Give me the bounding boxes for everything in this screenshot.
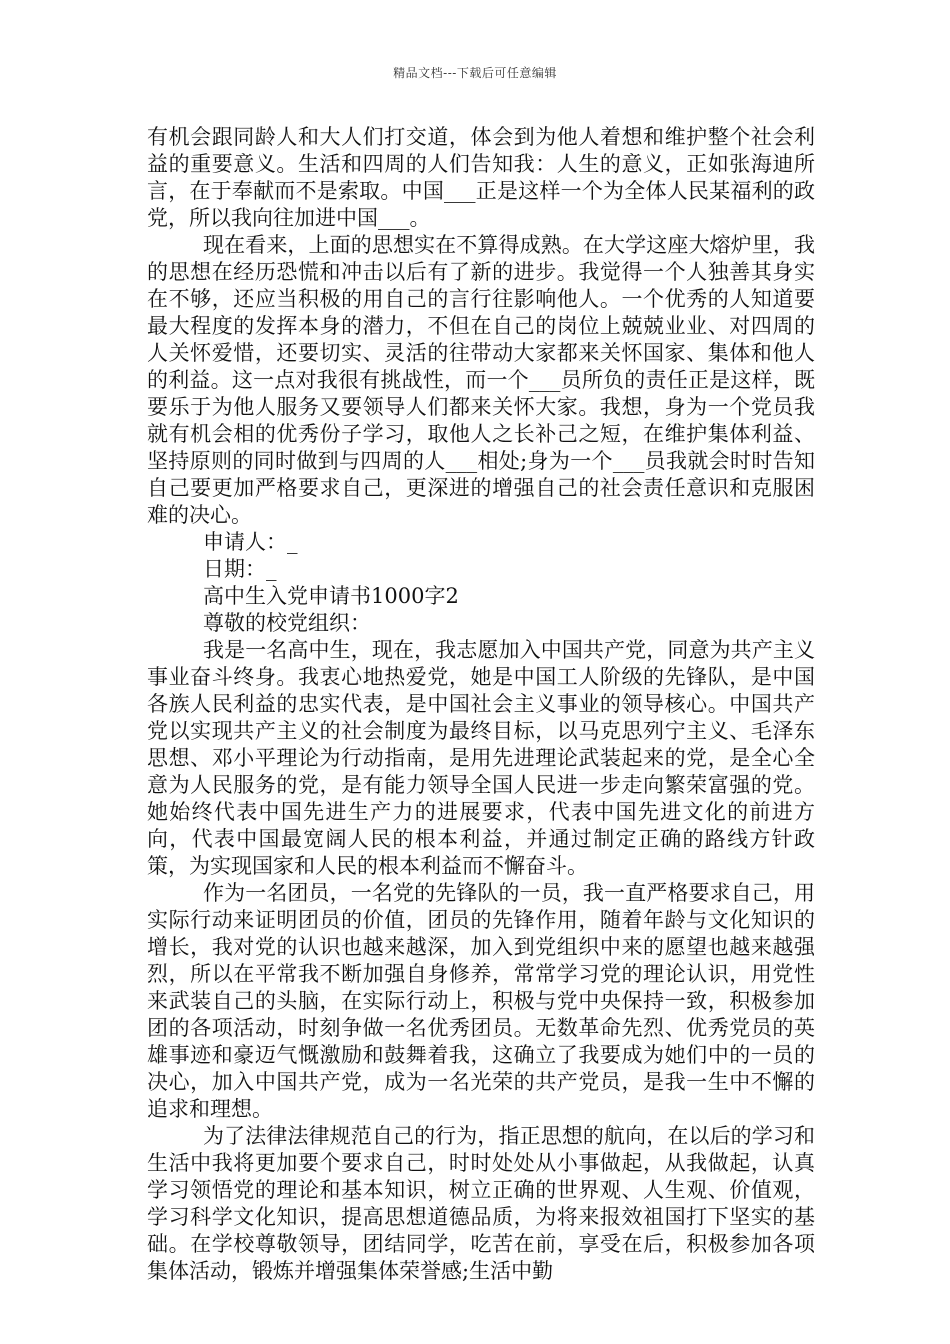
page-header: 精品文档---下载后可任意编辑 [393, 66, 557, 80]
section-title: 高中生入党申请书1000字2 [203, 584, 459, 608]
date-line: 日期：_ [203, 557, 277, 581]
document-body [147, 124, 815, 1285]
paragraph-intro: 我是一名高中生，现在，我志愿加入中国共产党，同意为共产主义事业奋斗终身。我衷心地热爱党，她是中国工人阶级的先锋队，是中国各族人民利益的忠实代表，是中国社会主义事业的领导核心。中国共产党以实现共产主义的社会制度为最终目标，以马克思列宁主义、毛泽东思想、邓小平理论为行动指南，是用先进理论武装起来的党，是全心全意为人民服务的党，是有能力领导全国人民进一步走向繁荣富强的党。她始终代表中国先进生产力的进展要求，代表中国先进文化的前进方向，代表中国最宽阔人民的根本利益，并通过制定正确的路线方针政策，为实现国家和人民的根本利益而不懈奋斗。 [147, 638, 815, 878]
paragraph-continuation: 有机会跟同龄人和大人们打交道，体会到为他人着想和维护整个社会利益的重要意义。生活和四周的人们告知我：人生的意义，正如张海迪所言，在于奉献而不是索取。中国___正是这样一个为全体人民某福利的政党，所以我向往加进中国___。 [147, 125, 815, 230]
salutation: 尊敬的校党组织： [203, 611, 371, 635]
paragraph-league-member: 作为一名团员，一名党的先锋队的一员，我一直严格要求自己，用实际行动来证明团员的价值，团员的先锋作用，随着年龄与文化知识的增长，我对党的认识也越来越深，加入到党组织中来的愿望也越来越强烈，所以在平常我不断加强自身修养，常常学习党的理论认识，用党性来武装自己的头脑，在实际行动上，积极与党中央保持一致，积极参加团的各项活动，时刻争做一名优秀团员。无数革命先烈、优秀党员的英雄事迹和豪迈气慨激励和鼓舞着我，这确立了我要成为她们中的一员的决心，加入中国共产党，成为一名光荣的共产党员，是我一生中不懈的追求和理想。 [147, 881, 815, 1121]
paragraph-commitment: 为了法律法律规范自己的行为，指正思想的航向，在以后的学习和生活中我将更加要个要求自己，时时处处从小事做起，从我做起，认真学习领悟党的理论和基本知识，树立正确的世界观、人生观、价值观，学习科学文化知识，提高思想道德品质，为将来报效祖国打下坚实的基础。在学校尊敬领导，团结同学，吃苦在前，享受在后，积极参加各项集体活动，锻炼并增强集体荣誉感;生活中勤 [147, 1124, 815, 1283]
applicant-line: 申请人：_ [203, 530, 298, 554]
paragraph-reflection: 现在看来，上面的思想实在不算得成熟。在大学这座大熔炉里，我的思想在经历恐慌和冲击以后有了新的进步。我觉得一个人独善其身实在不够，还应当积极的用自己的言行往影响他人。一个优秀的人知道要最大程度的发挥本身的潜力，不但在自己的岗位上兢兢业业、对四周的人关怀爱惜，还要切实、灵活的往带动大家都来关怀国家、集体和他人的利益。这一点对我很有挑战性，而一个___员所负的责任正是这样，既要乐于为他人服务又要领导人们都来关怀大家。我想，身为一个党员我就有机会相的优秀份子学习，取他人之长补己之短，在维护集体利益、坚持原则的同时做到与四周的人___相处;身为一个___员我就会时时告知自己要更加严格要求自己，更深进的增强自己的社会责任意识和克服困难的决心。 [147, 233, 815, 527]
